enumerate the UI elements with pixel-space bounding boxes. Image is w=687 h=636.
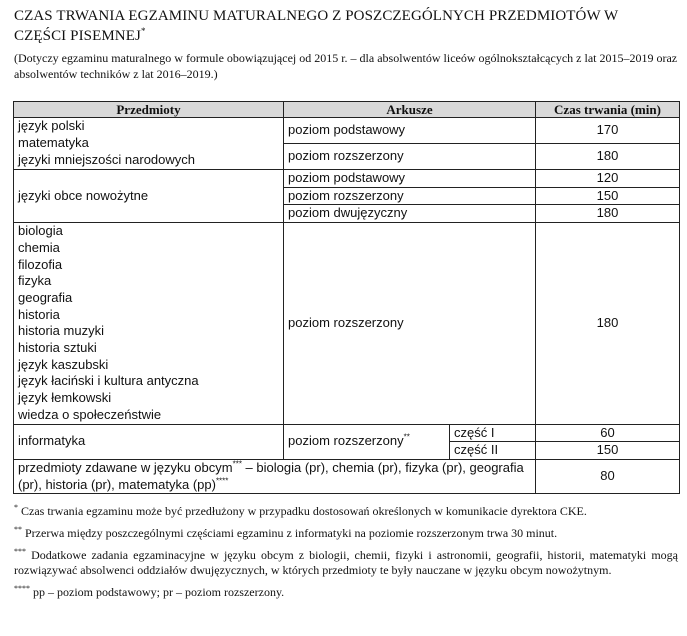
duration-cell: 60 bbox=[536, 424, 680, 442]
subject-name: historia sztuki bbox=[18, 340, 97, 356]
subject-name: język polski bbox=[18, 118, 85, 134]
subject-name: język kaszubski bbox=[18, 356, 109, 372]
footnote-text: Przerwa między poszczególnymi częściami egzaminu z informatyki na poziomie rozszerzonym trwa 30 minut. bbox=[22, 526, 558, 540]
footnote bbox=[14, 526, 678, 541]
footnote-marker: ** bbox=[14, 525, 22, 534]
level-cell: poziom podstawowy bbox=[284, 118, 536, 144]
table-row bbox=[14, 223, 680, 424]
subject-name: fizyka bbox=[18, 273, 52, 289]
duration-cell: 80 bbox=[536, 459, 680, 493]
subject-name: języki mniejszości narodowych bbox=[18, 151, 196, 167]
footnote-marker: **** bbox=[215, 476, 229, 486]
subject-name: chemia bbox=[18, 239, 60, 255]
table-row bbox=[14, 424, 680, 442]
subject-name: geografia bbox=[18, 289, 73, 305]
subject-name: wiedza o społeczeństwie bbox=[18, 406, 162, 422]
part-cell: część I bbox=[450, 424, 536, 442]
subjects-cell bbox=[14, 118, 284, 170]
header-sheets: Arkusze bbox=[284, 102, 536, 118]
title-text: CZAS TRWANIA EGZAMINU MATURALNEGO Z POSZCZEGÓLNYCH PRZEDMIOTÓW W CZĘŚCI PISEMNEJ bbox=[14, 8, 619, 44]
level-cell bbox=[284, 424, 450, 459]
table-row bbox=[14, 118, 680, 144]
footnote bbox=[14, 548, 678, 578]
subject-name: informatyka bbox=[14, 424, 284, 459]
subject-name: filozofia bbox=[18, 256, 63, 272]
footnote-marker: *** bbox=[232, 459, 242, 469]
table-row bbox=[14, 459, 680, 493]
page-title bbox=[14, 6, 674, 46]
duration-cell: 150 bbox=[536, 187, 680, 205]
footnote bbox=[14, 585, 678, 600]
foreign-subjects-label: przedmioty zdawane w języku obcym bbox=[18, 459, 233, 475]
subject-name: matematyka bbox=[18, 135, 89, 151]
footnote-text: Czas trwania egzaminu może być przedłużony w przypadku dostosowań określonych w komunikacie dyrektora CKE. bbox=[18, 504, 587, 518]
subject-name: historia muzyki bbox=[18, 323, 104, 339]
footnote bbox=[14, 504, 678, 519]
footnote-text: Dodatkowe zadania egzaminacyjne w języku obcym z biologii, chemii, fizyki i astronomii, geografii, historii, matematyki mogą rozwiązywać absolwenci oddziałów dwujęzycznych, w których przedmioty te były nauczane w języku obcym nowożytnym. bbox=[14, 548, 678, 577]
part-cell: część II bbox=[450, 442, 536, 460]
level-cell: poziom rozszerzony bbox=[284, 187, 536, 205]
foreign-subjects-list: – biologia (pr), chemia (pr), fizyka (pr), geografia (pr), historia (pr), matematyka (pp) bbox=[18, 459, 524, 492]
footnotes bbox=[14, 504, 678, 607]
duration-cell: 150 bbox=[536, 442, 680, 460]
subject-name: język łaciński i kultura antyczna bbox=[18, 373, 199, 389]
level-cell: poziom podstawowy bbox=[284, 170, 536, 188]
subject-name: biologia bbox=[18, 223, 63, 239]
duration-cell: 120 bbox=[536, 170, 680, 188]
subject-name: języki obce nowożytne bbox=[14, 170, 284, 223]
table-row bbox=[14, 170, 680, 188]
header-duration: Czas trwania (min) bbox=[536, 102, 680, 118]
subject-name: język łemkowski bbox=[18, 390, 112, 406]
subject-name: historia bbox=[18, 306, 60, 322]
title-footnote-marker: * bbox=[140, 26, 146, 36]
page-subtitle: (Dotyczy egzaminu maturalnego w formule obowiązującej od 2015 r. – dla absolwentów liceów ogólnokształcących z lat 2015–2019 oraz absolwentów techników z lat 2016–2019.) bbox=[14, 51, 678, 81]
footnote-marker: *** bbox=[14, 547, 26, 556]
duration-cell: 170 bbox=[536, 118, 680, 144]
level-cell: poziom rozszerzony bbox=[284, 144, 536, 170]
level-text: poziom rozszerzony bbox=[288, 433, 404, 449]
duration-cell: 180 bbox=[536, 223, 680, 424]
exam-duration-table bbox=[13, 101, 680, 494]
footnote-marker: ** bbox=[403, 433, 410, 443]
level-cell: poziom dwujęzyczny bbox=[284, 205, 536, 223]
table-header-row bbox=[14, 102, 680, 118]
subjects-cell bbox=[14, 223, 284, 424]
footnote-text: pp – poziom podstawowy; pr – poziom rozszerzony. bbox=[30, 585, 285, 599]
duration-cell: 180 bbox=[536, 144, 680, 170]
header-subjects: Przedmioty bbox=[14, 102, 284, 118]
footnote-marker: * bbox=[14, 503, 18, 512]
level-cell: poziom rozszerzony bbox=[284, 223, 536, 424]
footnote-marker: **** bbox=[14, 584, 30, 593]
foreign-language-subjects-cell bbox=[14, 459, 536, 493]
duration-cell: 180 bbox=[536, 205, 680, 223]
